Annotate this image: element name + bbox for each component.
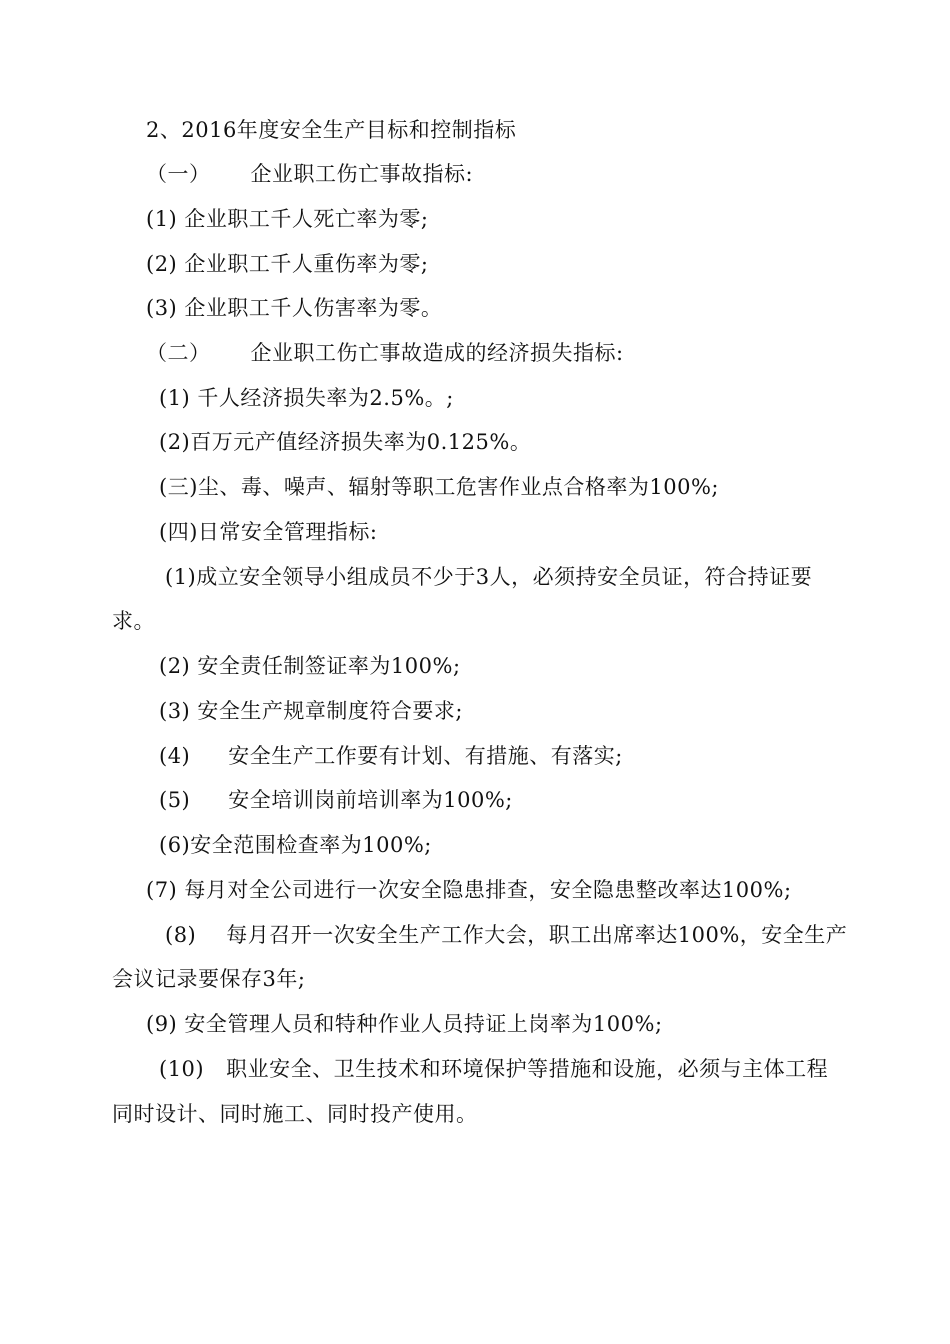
section-4-item-1-line-1: (1)成立安全领导小组成员不少于3人，必须持安全员证，符合持证要 xyxy=(165,565,813,589)
section-2-item-1: (1) 千人经济损失率为2.5%。; xyxy=(159,386,454,410)
section-4-item-8-number: (8) xyxy=(165,923,197,947)
section-4-item-8-text: 每月召开一次安全生产工作大会，职工出席率达100%，安全生产 xyxy=(226,923,848,947)
section-4-item-7: (7) 每月对全公司进行一次安全隐患排查，安全隐患整改率达100%; xyxy=(146,878,792,902)
section-1-item-3: (3) 企业职工千人伤害率为零。 xyxy=(146,296,443,320)
section-4-item-6: (6)安全范围检查率为100%; xyxy=(159,833,432,857)
section-1-title: 企业职工伤亡事故指标: xyxy=(250,162,474,186)
section-4-item-10-line-2: 同时设计、同时施工、同时投产使用。 xyxy=(112,1102,478,1126)
document-title: 2、2016年度安全生产目标和控制指标 xyxy=(146,118,517,142)
section-4-item-10-number: (10) xyxy=(159,1057,205,1081)
section-2-title: 企业职工伤亡事故造成的经济损失指标: xyxy=(250,341,624,365)
section-3-text: (三)尘、毒、噪声、辐射等职工危害作业点合格率为100%; xyxy=(159,475,719,499)
section-4-item-5-number: (5) xyxy=(159,788,191,812)
section-4-item-10-line-1 xyxy=(159,1055,828,1083)
section-4-item-10-text: 职业安全、卫生技术和环境保护等措施和设施，必须与主体工程 xyxy=(226,1057,829,1081)
section-4-item-4 xyxy=(159,742,623,770)
section-4-item-1-line-2: 求。 xyxy=(112,609,155,633)
section-2-number: （二） xyxy=(146,341,211,365)
section-4-item-4-number: (4) xyxy=(159,744,191,768)
section-2-heading xyxy=(146,339,624,367)
section-4-item-4-text: 安全生产工作要有计划、有措施、有落实; xyxy=(228,744,623,768)
section-1-item-1: (1) 企业职工千人死亡率为零; xyxy=(146,207,429,231)
section-2-item-2: (2)百万元产值经济损失率为0.125%。 xyxy=(159,430,532,454)
section-4-item-3: (3) 安全生产规章制度符合要求; xyxy=(159,699,463,723)
section-1-heading xyxy=(146,160,473,188)
section-4-item-2: (2) 安全责任制签证率为100%; xyxy=(159,654,461,678)
section-4-item-8-line-1 xyxy=(165,921,847,949)
section-4-heading: (四)日常安全管理指标: xyxy=(159,520,378,544)
section-1-item-2: (2) 企业职工千人重伤率为零; xyxy=(146,252,429,276)
section-4-item-9: (9) 安全管理人员和特种作业人员持证上岗率为100%; xyxy=(146,1012,663,1036)
section-1-number: （一） xyxy=(146,162,211,186)
section-4-item-8-line-2: 会议记录要保存3年; xyxy=(112,967,306,991)
section-4-item-5-text: 安全培训岗前培训率为100%; xyxy=(228,788,513,812)
section-4-item-5 xyxy=(159,786,513,814)
